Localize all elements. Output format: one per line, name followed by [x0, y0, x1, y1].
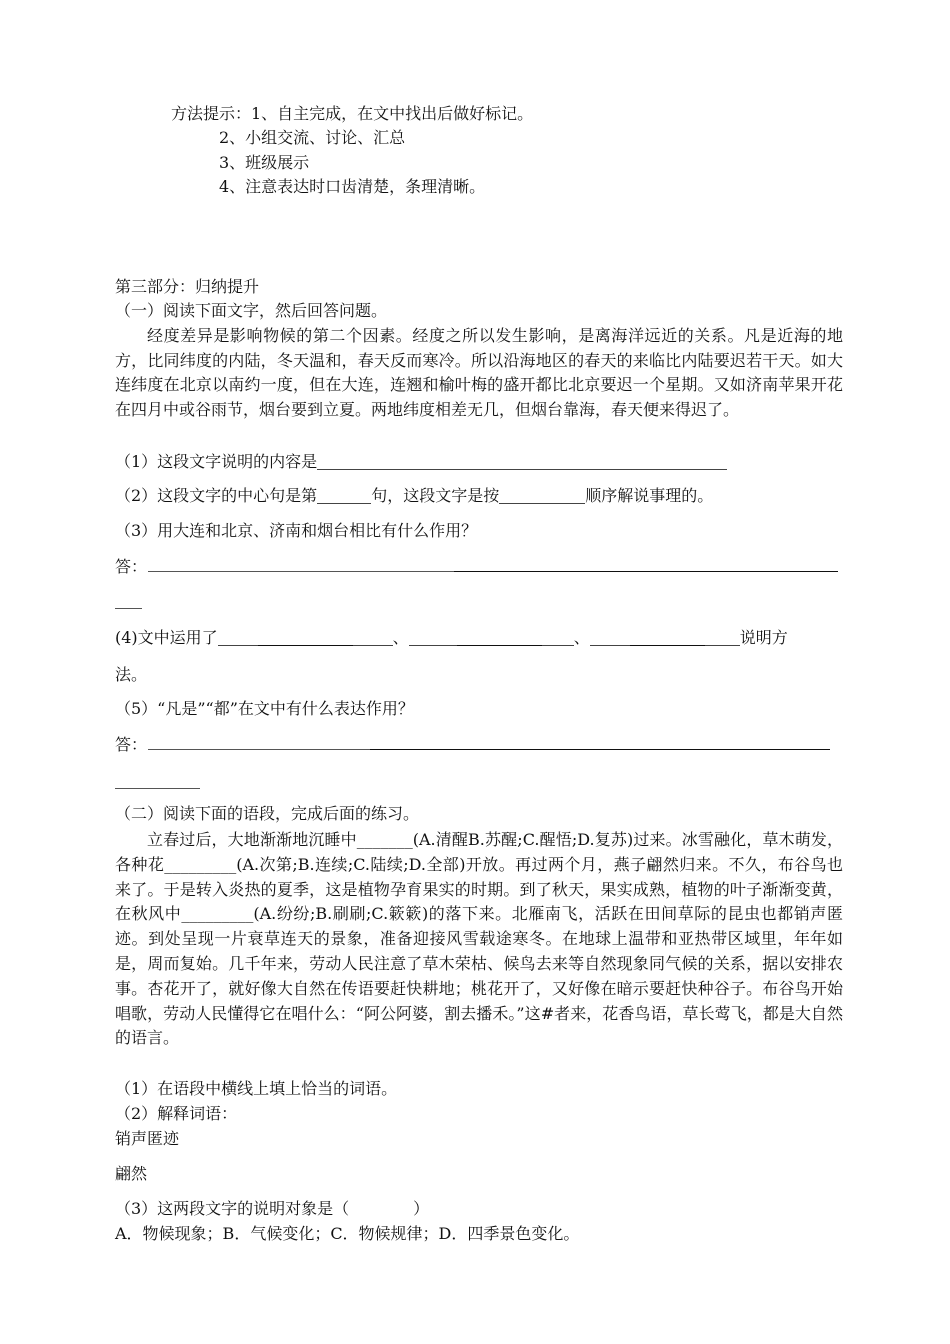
s1-q4-blank-2b[interactable] — [457, 629, 542, 646]
s1-q2-text-c: 顺序解说事理的。 — [585, 486, 714, 505]
s1-q4-blank-2a[interactable] — [409, 629, 457, 646]
method-hint-4: 4、注意表达时口齿清楚，条理清晰。 — [219, 177, 486, 196]
s1-q4-blank-3c[interactable] — [705, 629, 740, 646]
s1-q3-answer-line-wrap[interactable] — [115, 608, 142, 609]
s2-word-1: 销声匿迹 — [115, 1129, 180, 1148]
method-hint-3: 3、班级展示 — [219, 153, 310, 172]
s1-q4-text-a: (4)文中运用了 — [115, 628, 218, 647]
section2-heading: （二）阅读下面的语段，完成后面的练习。 — [115, 804, 420, 823]
s1-question-4 — [115, 627, 788, 649]
s1-q4-blank-3a[interactable] — [590, 629, 630, 646]
s1-q3-answer-line-cont[interactable] — [454, 571, 838, 572]
s1-q4-blank-1c[interactable] — [353, 629, 393, 646]
s2-question-3: （3）这两段文字的说明对象是（ ） — [115, 1199, 430, 1218]
s1-q4-blank-1b[interactable] — [258, 629, 353, 646]
s1-q1-answer-blank[interactable] — [317, 453, 727, 470]
s1-q4-blank-2c[interactable] — [542, 629, 574, 646]
section1-heading: （一）阅读下面文字，然后回答问题。 — [115, 301, 388, 320]
section2-passage: 立春过后，大地渐渐地沉睡中_______(A.清醒B.苏醒;C.醒悟;D.复苏)过来。冰雪融化，草木萌发，各种花_________(A.次第;B.连续;C.陆续;D.全部)开放。再过两个月，燕子翩然归来。不久，布谷鸟也来了。于是转入炎热的夏季，这是植物孕育果实的时期。到了秋天，果实成熟，植物的叶子渐渐变黄，在秋风中_________(A.纷纷;B.刷刷;C.簌簌)的落下来。北雁南飞，活跃在田间草际的昆虫也都销声匿迹。到处呈现一片衰草连天的景象，准备迎接风雪载途寒冬。在地球上温带和亚热带区域里，年年如是，周而复始。几千年来，劳动人民注意了草木荣枯、候鸟去来等自然现象同气候的关系，据以安排农事。杏花开了，就好像大自然在传语要赶快耕地；桃花开了，又好像在暗示要赶快种谷子。布谷鸟开始唱歌，劳动人民懂得它在唱什么：“阿公阿婆，割去播禾。”这#者来，花香鸟语，草长莺飞，都是大自然的语言。 — [115, 830, 843, 1048]
s2-q3-options: A．物候现象；B．气候变化；C．物候规律；D．四季景色变化。 — [115, 1224, 580, 1243]
s1-question-1 — [115, 451, 727, 473]
s1-q2-blank-order[interactable] — [499, 487, 585, 504]
s1-q4-sep-2: 、 — [573, 628, 590, 647]
s1-q2-text-b: 句，这段文字是按 — [371, 486, 500, 505]
s1-q2-text-a: （2）这段文字的中心句是第 — [115, 486, 318, 505]
s1-q5-answer-label: 答： — [115, 735, 148, 754]
s1-q2-blank-sentence[interactable] — [317, 487, 371, 504]
s1-q3-answer-label: 答： — [115, 557, 148, 576]
method-hint-1: 方法提示：1、自主完成，在文中找出后做好标记。 — [171, 104, 534, 123]
s1-q1-text: （1）这段文字说明的内容是 — [115, 452, 318, 471]
s1-q4-blank-1a[interactable] — [218, 629, 258, 646]
part3-title: 第三部分：归纳提升 — [115, 277, 260, 296]
s2-question-1: （1）在语段中横线上填上恰当的词语。 — [115, 1079, 398, 1098]
s1-question-3: （3）用大连和北京、济南和烟台相比有什么作用？ — [115, 521, 478, 540]
s1-q3-answer-line[interactable] — [148, 571, 454, 572]
s1-question-2 — [115, 485, 713, 507]
s1-q5-answer-line-wrap[interactable] — [115, 788, 200, 789]
s1-q5-answer-line-cont[interactable] — [370, 749, 830, 750]
s1-q5-answer-line[interactable] — [148, 749, 370, 750]
s1-q4-text-b: 说明方 — [739, 628, 788, 647]
s1-question-5: （5）“凡是”“都”在文中有什么表达作用？ — [115, 699, 414, 718]
method-hint-2: 2、小组交流、讨论、汇总 — [219, 128, 406, 147]
s1-q4-blank-3b[interactable] — [630, 629, 705, 646]
s2-question-2: （2）解释词语： — [115, 1104, 238, 1123]
s1-q4-sep-1: 、 — [392, 628, 409, 647]
section1-passage: 经度差异是影响物候的第二个因素。经度之所以发生影响，是离海洋远近的关系。凡是近海的地方，比同纬度的内陆，冬天温和，春天反而寒冷。所以沿海地区的春天的来临比内陆要迟若干天。如大连纬度在北京以南约一度，但在大连，连翘和榆叶梅的盛开都比北京要迟一个星期。又如济南苹果开花在四月中或谷雨节，烟台要到立夏。两地纬度相差无几，但烟台靠海，春天便来得迟了。 — [115, 326, 843, 419]
s1-q4-text-c: 法。 — [115, 665, 148, 684]
s2-word-2: 翩然 — [115, 1164, 148, 1183]
